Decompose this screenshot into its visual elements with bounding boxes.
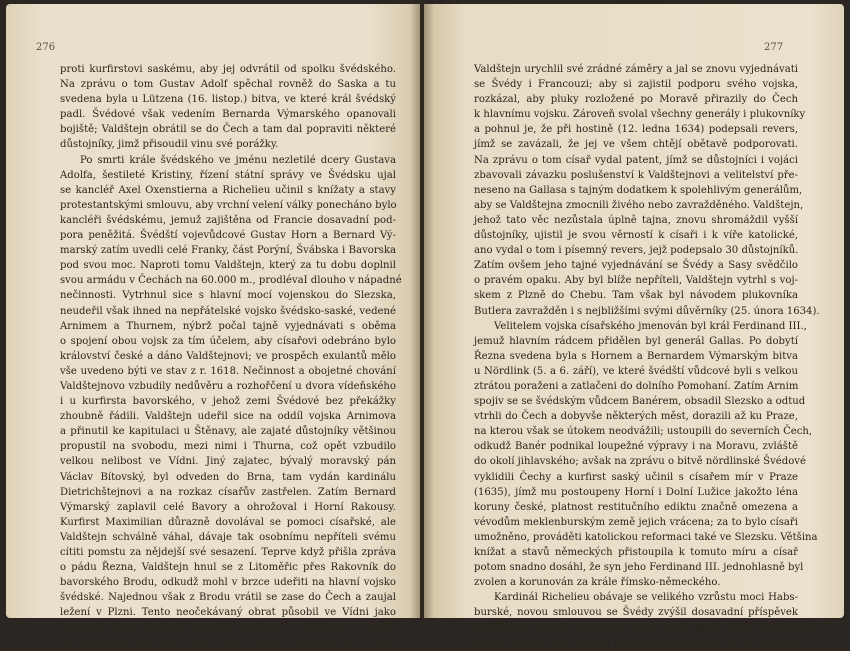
text-line: Butlera zavražděn i s nejbližšími svými důvěrníky (25. února 1634). [474,305,820,317]
left-page-text [60,62,402,651]
text-line: peněžitý a zavázal se postaviti silné vojsko proti císaři i Španělsku. [474,622,817,634]
text-line: propustil na svobodu, mezi nimi i Thurna, což opět vzbudilo [60,441,396,453]
text-line: do okolí jihlavského; avšak na zprávu o bitvě nördlinské Švédové [474,456,806,468]
text-line: Václav Bítovský, byl odveden do Brna, tam vydán kardinálu [60,471,396,483]
text-line: neseno na Gallasa s tajným dodatkem k spolehlivým generálům, [474,184,803,196]
text-line: vše uvedeno býti ve stav z r. 1618. Nečinnost a obojetné chování [60,365,396,377]
text-line: důstojníky, ujistil je svou věrností k císaři i k víře katolické, [474,230,798,242]
text-line: bavorského Brodu, odkudž mohl v brzce udeřiti na hlavní vojsko [60,577,396,589]
text-line: Řezna svedena byla s Hornem a Bernardem Výmarským bitva [474,350,798,362]
text-line: Kardinál Richelieu obávaje se velikého vzrůstu moci Habs- [494,592,798,604]
text-line: k hlavnímu vojsku. Zároveň svolal všechny generály i plukovníky [474,109,806,121]
left-page [6,4,420,649]
text-line: Valdštejnovo vzbudily nedůvěru a rozhořčení u dvora vídeňského [60,380,396,392]
right-page [424,4,844,649]
text-line: kancléři švédskému, jemuž zajištěna od Francie dosavadní pod- [60,214,396,226]
text-line: burské, novou smlouvou se Švédy zvýšil dosavadní příspěvek [474,607,798,619]
text-line: marský zatím uvedli celé Franky, část Porýní, Švábska i Bavorska [60,245,396,257]
text-line: neudeřil však ihned na nepřátelské vojsko švédsko-saské, vedené [60,305,396,317]
text-line: o spojení obou vojsk za tím účelem, aby císařovi odebráno bylo [60,335,396,347]
text-line: Štěstí válečné však nebylo Francouzům příznivé; za to švédský [474,637,798,649]
page-number-left: 276 [36,42,56,53]
text-line: protestantskými smlouvu, aby vrchní velení války ponecháno bylo [60,199,397,211]
text-line: Velitelem vojska císařského jmenován byl král Ferdinand III., [494,320,807,332]
text-line: spojiv se se švédským vůdcem Banérem, obsadil Slezsko a odtud [474,396,806,408]
text-line: Valdštejn schválně váhal, dávaje tak osobnímu nepříteli svému [60,531,396,543]
text-line: se kancléř Axel Oxenstierna a Richelieu učinil s knížaty a stavy [60,184,396,196]
text-line: švédské. Najednou však z Brodu vrátil se zase do Čech a zaujal [60,592,396,604]
text-line: o pravém opaku. Aby byl blíže nepříteli, Valdštejn vytrhl s voj- [474,275,798,287]
text-line: odkudž Banér podnikal loupežné výpravy i na Moravu, zvláště [474,441,798,453]
text-line: bojiště; Valdštejn obrátil se do Čech a tam dal popraviti některé [60,124,396,136]
text-line: padl. Švédové však vedením Bernarda Výmarského opanovali [60,109,396,121]
text-line: království české a dáno Valdštejnovi; ve prospěch exulantů mělo [60,350,396,362]
text-line: svedena byla u Lützena (16. listop.) bitva, ve které král švédský [60,94,396,106]
text-line: Zatím ovšem jeho tajné vyjednávání se Švédy a Sasy svědčilo [474,260,798,272]
text-line: zhoubně řádili. Valdštejn udeřil sice na oddíl vojska Arnimova [60,411,396,423]
text-line: hromová rána. Kurfirst bavorský vystoupil s žalobou u císaře, [60,622,396,634]
text-line: koruny české, platnost restitučního ediktu značně omezena a [474,501,798,513]
text-line: cítiti pomstu za nějdejší své sesazení. Teprve když přišla zpráva [60,547,396,558]
text-line: i u kurfirsta bavorského, v jehož zemi Švédové bez překážky [60,396,396,408]
text-line: o pádu Řezna, Valdštejn hnul se z Litoměřic přes Rakovník do [60,562,396,574]
text-line: a přinutil ke kapitulaci u Štěnavy, ale zajaté důstojníky většinou [60,426,396,438]
text-line: Na zprávu o tom císař vydal patent, jímž se důstojníci i vojáci [474,154,798,166]
text-line: aby se Valdštejna zmocnili živého nebo zavražděného. Valdštejn, [474,199,804,211]
text-line: Výmarský zaplavil celé Bavory a ohrožoval i Horní Rakousy. [60,501,396,513]
text-line: jemuž hlavním rádcem přidělen byl generál Gallas. Po dobytí [474,335,798,347]
text-line: Po smrti krále švédského ve jménu nezletilé dcery Gustava [80,154,396,166]
text-line: velkou nelibost ve Vídni. Jiný zajatec, bývalý moravský pán [60,456,396,468]
text-line: důstojníky, jimž přisoudil vinu své porážky. [60,139,279,151]
text-line: ano vydal o tom i písemný revers, jejž podepsalo 30 důstojníků. [474,245,799,257]
text-line: se Švédy i Francouzi; aby si zajistil podporu svého vojska, [474,79,798,91]
text-line: Arnimem a Thurnem, nýbrž počal tajně vyjednávati s oběma [60,320,396,332]
text-line: pora peněžitá. Švédští vojevůdcové Gustav Horn a Bernard Vý- [60,230,396,242]
text-line: proti kurfirstovi saskému, aby jej odvrátil od spolku švédského. [60,64,396,75]
text-line: a pohnul je, že při hostině (12. ledna 1634) podepsali revers, [474,124,798,136]
text-line: (1635), jímž mu postoupeny Horní i Dolní Lužice jakožto léna [474,486,798,498]
text-line: potom snadno dosáhl, že syn jeho Ferdinand III. jednohlasně byl [474,562,804,574]
text-line: knížat a stavů německých přistoupila k tomuto míru a císař [474,547,798,558]
text-line: Valdštejn urychlil své zrádné záměry a jal se znovu vyjednávati [474,64,798,75]
text-line: jímž se zavázali, že jej ve všem chtějí obětavě podporovati. [474,139,798,151]
text-line: vévodům meklenburským země jejich vrácena; za to bylo císaři [474,516,798,528]
text-line: vyklidili Čechy a kurfirst saský učinil s císařem mír v Praze [474,471,798,483]
book-gutter [410,4,434,618]
text-line: zvolen a korunován za krále římsko-německého. [474,577,721,589]
text-line: Dietrichštejnovi a na rozkaz císařův zastřelen. Zatím Bernard [60,486,396,498]
book-spread [6,4,844,649]
page-number-right: 277 [764,42,784,53]
right-page-text [474,62,820,651]
text-line: ztrátou poraženi a zatlačeni do dolního Pomohaní. Zatím Arnim [474,380,799,392]
text-line: rozkázal, aby pluky rozložené po Moravě přirazily do Čech [474,94,798,106]
text-line: ležení v Plzni. Tento neočekávaný obrat působil ve Vídni jako [60,607,396,619]
text-line: zbavovali závazku poslušenství k Valdštejnovi a velitelství pře- [474,169,798,181]
text-line: že Valdštejn chce jej i jeho zemi zničiti. Dověděv se o tom, [60,637,396,649]
text-line: svou armádu v Čechách na 60.000 m., prodlévaI dlouho v nápadné [60,275,402,287]
text-line: jehož tato věc nezůstala úplně tajna, znovu shromáždil vyšší [474,214,798,226]
text-line: Na zprávu o tom Gustav Adolf spěchal rovněž do Saska a tu [60,79,396,91]
text-line: nečinnosti. Vytrhnul sice s hlavní mocí vojenskou do Slezska, [60,290,396,302]
text-line: vtrhli do Čech a dobyvše některých měst, dorazili až ku Praze, [474,411,798,423]
text-line: Kurfirst Maximilian důrazně dovolával se pomoci císařské, ale [60,516,396,528]
text-line: u Nördlink (5. a 6. září), ve které švédští vůdcové byli s velkou [474,365,798,377]
text-line: na kterou však se útokem neodvážili; ustoupili do severních Čech, [474,426,813,438]
text-line: umožněno, prováděti katolickou reformaci také ve Slezsku. Většina [474,531,818,543]
text-line: skem z Plzně do Chebu. Tam však byl návodem plukovníka [474,290,798,302]
text-line: pod svou moc. Naproti tomu Valdštejn, který za tu dobu doplnil [60,260,396,272]
text-line: Adolfa, šestileté Kristiny, řízení státní správy ve Švédsku ujal [60,169,396,181]
